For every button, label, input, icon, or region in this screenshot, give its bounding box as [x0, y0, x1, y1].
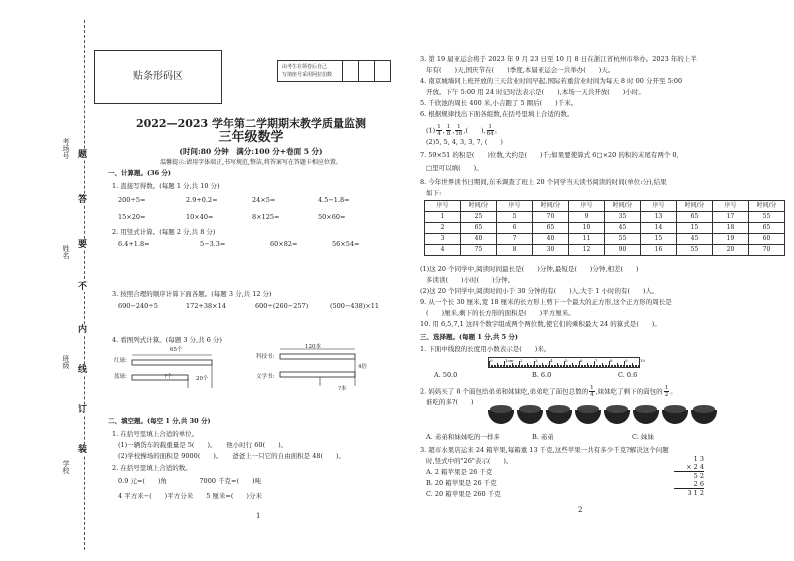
s3-q2-option-c: C. 妹妹	[632, 433, 654, 441]
ruler-label: 0	[490, 358, 493, 363]
binding-word: 答	[78, 195, 88, 205]
fraction: $\frac{1}{4}$	[437, 124, 441, 137]
page-number-2: 2	[578, 506, 583, 514]
p2-line: 5. 千欣池的周长 400 米,小吉跑了 5 圈后( )千米。	[420, 99, 578, 107]
bread-icon	[546, 410, 572, 424]
table-cell: 40	[461, 234, 497, 245]
exam-time-score: (时间:80 分钟 满分:100 分+卷面 5 分)	[179, 147, 323, 156]
table-cell: 18	[713, 223, 749, 234]
bread-icon	[604, 410, 630, 424]
s1-q1-item: 24×5=	[252, 196, 276, 204]
s3-q3: 3. 超市水果店运来 24 箱苹果,每箱重 13 千克,这些苹果一共有多少千克?解决这个问题	[420, 446, 669, 454]
table-cell: 65	[677, 212, 713, 223]
table-cell: 45	[677, 234, 713, 245]
barcode-area: 贴条形码区	[94, 50, 222, 104]
s3-q3-option-a: A. 2 箱苹果是 26 千克	[426, 468, 493, 476]
s1-q1-item: 200÷5=	[118, 196, 146, 204]
table-cell: 55	[605, 234, 641, 245]
table-header-row	[425, 201, 785, 212]
binding-word: 线	[78, 365, 88, 375]
seat-number-box	[277, 60, 391, 82]
table-cell: 30	[533, 245, 569, 256]
p2-line: 年有( )天,国庆节在( )季度,本届亚运会一共举办( )天。	[426, 66, 615, 74]
section2-header: 二、填空题。(每空 1 分,共 30 分)	[108, 417, 211, 425]
diagram-label: 文学书:	[256, 374, 275, 380]
s2-q1: 1. 在括号里填上合适的单位。	[112, 430, 199, 438]
reading-time-table	[424, 200, 785, 256]
p2-line: 3. 第 19 届亚运会将于 2023 年 9 月 23 日至 10 月 8 日在浙江省杭州市举办。2023 年的上半	[420, 55, 697, 63]
p2-line: (2)这 20 个同学中,阅读时间小于 30 分钟的有( )人,大于 1 小时的有( )人。	[420, 287, 659, 295]
mult-line: 3 1 2	[674, 488, 704, 497]
table-cell: 65	[533, 223, 569, 234]
red-blue-ball-diagram	[112, 348, 222, 390]
ruler-label: 10	[640, 358, 646, 363]
table-cell: 5	[497, 212, 533, 223]
seat-cell	[342, 61, 343, 81]
bread-icon	[575, 410, 601, 424]
fraction: $\frac{1}{16}$	[455, 124, 463, 137]
table-cell: 45	[605, 223, 641, 234]
table-row	[425, 212, 785, 223]
mult-line: 1 3	[693, 455, 704, 463]
fraction: $\frac{1}{8}$	[446, 124, 451, 137]
s3-q3-option-c: C. 20 箱苹果是 260 千克	[426, 490, 501, 498]
s2-q1-a: (1)一辆货车的载重量是 5( )。 他小时行 60( )。	[118, 441, 288, 449]
table-cell: 11	[569, 234, 605, 245]
table-cell: 75	[461, 245, 497, 256]
bread-icon	[662, 410, 688, 424]
table-header-cell: 序号	[425, 201, 461, 212]
table-cell: 90	[605, 245, 641, 256]
diagram-label: 65个	[170, 347, 183, 353]
mult-line: × 2 4	[686, 463, 704, 471]
p2-line: 如下:	[426, 189, 442, 197]
vertical-multiplication	[674, 455, 704, 497]
table-cell: 9	[569, 212, 605, 223]
table-cell: 15	[641, 234, 677, 245]
ruler-label: 2	[520, 358, 523, 363]
s3-q2	[420, 385, 677, 398]
table-cell: 12	[569, 245, 605, 256]
binding-word: 不	[78, 282, 88, 292]
p2-line: 4. 南京城墙同上班开放的三天营业时间早起,国际若重营业时间为每天 8 时 00 分开至 5:00	[420, 77, 683, 85]
s1-q3-item: (500−438)×11	[330, 302, 380, 310]
s3-q2-b: 谁吃的多?( )	[426, 398, 474, 406]
ruler-label: 7	[595, 358, 598, 363]
s3-q1-option-c: C. 0.6	[618, 371, 638, 379]
s1-q1-item: 8×125=	[252, 213, 280, 221]
s1-q2-item: 60×82=	[270, 240, 298, 248]
table-header-cell: 时间/分	[533, 201, 569, 212]
seat-cell	[358, 61, 359, 81]
s1-q2: 2. 用竖式计算。(每题 2 分,共 8 分)	[112, 228, 216, 236]
binding-word: 题	[78, 150, 88, 160]
table-cell: 65	[461, 223, 497, 234]
table-row	[425, 223, 785, 234]
table-cell: 10	[569, 223, 605, 234]
diagram-label: 20个	[196, 376, 209, 382]
table-cell: 55	[677, 245, 713, 256]
table-cell: 15	[677, 223, 713, 234]
s3-q2-option-b: B. 弟弟	[532, 433, 554, 441]
table-row	[425, 245, 785, 256]
s3-q3-b: 时,竖式中的"26"表示( )。	[426, 457, 513, 465]
table-header-cell: 时间/分	[605, 201, 641, 212]
diagram-label: 科技书:	[256, 354, 275, 360]
table-cell: 35	[605, 212, 641, 223]
ruler-label: 5	[565, 358, 568, 363]
bread-icon	[517, 410, 543, 424]
section1-header: 一、计算题。(36 分)	[108, 169, 171, 177]
p2-line: 6. 根据规律找出下面各组数,在括号里填上合适的数。	[420, 110, 574, 118]
diagram-label: ?本	[338, 386, 347, 392]
page-number-1: 1	[256, 512, 261, 520]
mult-line: 2 6	[693, 480, 704, 488]
ruler	[488, 357, 646, 368]
s1-q1-item: 10×40=	[186, 213, 214, 221]
seat-notice: 由考生在领卷后自己 写填座号采用阿拉伯数	[282, 64, 333, 78]
table-cell: 19	[713, 234, 749, 245]
s1-q1-item: 2.9+0.2=	[186, 196, 218, 204]
section3-header: 三、选择题。(每题 1 分,共 5 分)	[420, 333, 519, 341]
p2-line: 10. 用 6,5,7,1 这四个数字组成两个两位数,使它们的乘积最大 24 的算式是( )。	[420, 320, 661, 328]
s2-q2-a: 0.9 元=( )角 7000 千克=( )吨	[118, 477, 262, 485]
p2-line: ( )厘米,剩下的长方形的面积是( )平方厘米。	[426, 309, 575, 317]
s1-q1-item: 50×60=	[318, 213, 346, 221]
table-header-cell: 序号	[713, 201, 749, 212]
table-cell: 17	[713, 212, 749, 223]
table-cell: 6	[497, 223, 533, 234]
p2-line: □里可以填( )。	[426, 164, 483, 172]
s1-q2-item: 5−3.3=	[200, 240, 226, 248]
ruler-label: 1cm	[505, 358, 514, 363]
table-cell: 70	[533, 212, 569, 223]
s3-q2-text: 2. 妈妈买了 8 个面包给弟弟和妹妹吃,弟弟吃了面包总数的	[420, 387, 589, 396]
binding-word: 要	[78, 240, 88, 250]
s3-q2-option-a: A. 弟弟和妹妹吃的一样多	[426, 433, 500, 441]
s1-q3-item: 690−240÷5	[118, 302, 158, 310]
field-school: 学校	[62, 460, 71, 474]
table-cell: 70	[749, 245, 785, 256]
binding-word: 装	[78, 445, 88, 455]
s2-q2-b: 4 平方米−( )平方分米 5 厘米=( )分米	[118, 492, 262, 500]
table-cell: 60	[749, 234, 785, 245]
field-class: 班级	[62, 355, 71, 369]
fraction: $\frac{1}{4}$	[590, 385, 594, 398]
bread-bowls	[488, 410, 720, 426]
table-cell: 4	[425, 245, 461, 256]
p2-line: 7. 59×51 的积是( )位数,大约是( )千;如果要使算式 6□×20 的积的末尾有两个 0,	[420, 151, 679, 159]
ruler-label: 8	[610, 358, 613, 363]
table-cell: 55	[749, 212, 785, 223]
table-cell: 20	[713, 245, 749, 256]
diagram-label: 120本	[305, 344, 321, 350]
s2-q1-b: (2)学校操场的面积是 9000( )。 爸爸上一只它的自由面积是 48( )。	[118, 452, 346, 460]
binding-word: 订	[78, 405, 88, 415]
field-exam-room: 考场号	[62, 138, 71, 159]
table-header-cell: 时间/分	[677, 201, 713, 212]
p2-sequence-1: (1) $\frac{1}{4}$ , $\frac{1}{8}$ , $\frac{1}{16}$ ,( ), $\frac{1}{64}$ 。	[426, 124, 502, 137]
diagram-label: 红球:	[114, 358, 127, 364]
p2-line: 9. 从一个长 30 厘米,宽 18 厘米的长方形上剪下一个最大的正方形,这个正方形的周长是	[420, 298, 672, 306]
s1-q1: 1. 直接写得数。(每题 1 分,共 10 分)	[112, 182, 220, 190]
table-header-cell: 时间/分	[461, 201, 497, 212]
ruler-label: 9	[625, 358, 628, 363]
p2-line: 多读读( )小时( )分钟。	[426, 276, 515, 284]
table-cell: 40	[533, 234, 569, 245]
p2-line: (1)这 20 个同学中,阅读时间最长是( )分钟,最短是( )分钟,相差( )	[420, 265, 639, 273]
p2-seq-label: (1)	[426, 126, 436, 135]
diagram-label: ?个	[164, 374, 173, 380]
table-cell: 25	[461, 212, 497, 223]
p2-line: (2)5, 5, 4, 3, 3, 7, ( )	[426, 138, 503, 146]
seat-cell	[374, 61, 375, 81]
s1-q2-item: 6.4+1.8=	[118, 240, 150, 248]
s2-q2: 2. 在括号里填上合适的数。	[112, 464, 192, 472]
table-row	[425, 234, 785, 245]
table-cell: 1	[425, 212, 461, 223]
table-cell: 65	[749, 223, 785, 234]
s3-q2-tail: ,妹妹吃了剩下的面包的	[595, 387, 663, 396]
table-cell: 7	[497, 234, 533, 245]
exam-subject: 三年级数学	[218, 130, 284, 145]
s3-q1-option-b: B. 6.0	[532, 371, 552, 379]
p2-seq-tail: ,( ),	[463, 126, 486, 135]
diagram-label: 蓝球:	[114, 374, 127, 380]
s1-q3-item: 172+38×14	[186, 302, 226, 310]
s3-q1: 1. 下面中线段的长度用小数表示是( )米。	[420, 345, 551, 353]
field-name: 姓名	[62, 245, 71, 259]
p2-line: 开放。下午 5:00 用 24 时记时法表示是( ),本场一天共开放( )小时。	[426, 88, 645, 96]
s1-q3: 3. 按照合理的顺序计算下面各题。(每题 3 分,共 12 分)	[112, 290, 272, 298]
s3-q1-option-a: A. 50.0	[434, 371, 458, 379]
bread-icon	[633, 410, 659, 424]
ruler-label: 3	[535, 358, 538, 363]
table-cell: 2	[425, 223, 461, 234]
table-header-cell: 序号	[641, 201, 677, 212]
table-cell: 14	[641, 223, 677, 234]
p2-line: 8. 今年世界读书日期间,东禾调查了班上 20 个同学当天读书阅读的时间(单位:分),结果	[420, 178, 667, 186]
table-header-cell: 序号	[569, 201, 605, 212]
diagram-label: 4倍	[358, 364, 367, 370]
bread-icon	[488, 410, 514, 424]
s1-q1-item: 4.5−1.8=	[318, 196, 350, 204]
s3-q2-end: 。	[670, 387, 677, 396]
table-cell: 13	[641, 212, 677, 223]
table-header-cell: 时间/分	[749, 201, 785, 212]
s1-q1-item: 15×20=	[118, 213, 146, 221]
fraction: $\frac{1}{2}$	[664, 385, 669, 398]
ruler-label: 4	[550, 358, 553, 363]
table-cell: 8	[497, 245, 533, 256]
binding-word: 内	[78, 325, 88, 335]
s1-q3-item: 600÷(260−257)	[255, 302, 309, 310]
table-header-cell: 序号	[497, 201, 533, 212]
ruler-label: 6	[580, 358, 583, 363]
exam-warning: 温馨提示:请用字体端正,书写规范,整洁,将答案写在答题卡相应位置。	[160, 159, 342, 166]
mult-line: 5 2	[674, 471, 704, 480]
exam-title: 2022—2023 学年第二学期期末教学质量监测	[135, 117, 367, 130]
table-cell: 16	[641, 245, 677, 256]
table-cell: 3	[425, 234, 461, 245]
bread-icon	[691, 410, 717, 424]
s1-q2-item: 56×54=	[332, 240, 360, 248]
s1-q4: 4. 看图列式计算。(每题 3 分,共 6 分)	[112, 336, 222, 344]
s3-q3-option-b: B. 20 箱苹果是 26 千克	[426, 479, 497, 487]
fraction: $\frac{1}{64}$	[486, 124, 494, 137]
